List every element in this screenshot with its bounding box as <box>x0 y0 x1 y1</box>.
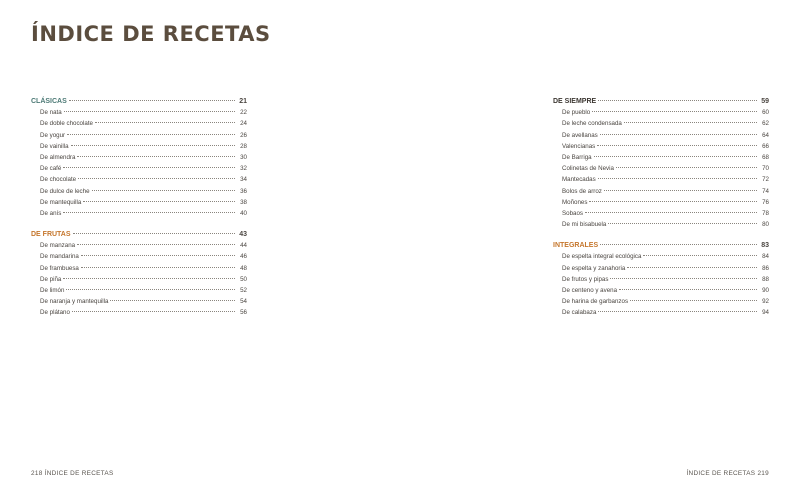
footer-left-page: 218 <box>31 470 43 477</box>
dot-leader <box>643 255 757 256</box>
dot-leader <box>63 212 235 213</box>
recipe-entry-page: 92 <box>762 298 769 306</box>
dot-leader <box>78 178 235 179</box>
recipe-entry-page: 62 <box>762 120 769 128</box>
page-title: ÍNDICE DE RECETAS <box>31 22 271 46</box>
recipe-entry-page: 60 <box>762 109 769 117</box>
recipe-entry <box>31 197 247 208</box>
recipe-entry-page: 56 <box>240 309 247 317</box>
recipe-entry-label: De avellanas <box>562 131 598 139</box>
index-section <box>553 240 769 318</box>
recipe-entry <box>553 163 769 174</box>
recipe-entry-page: 24 <box>240 120 247 128</box>
section-heading-label: INTEGRALES <box>553 242 599 250</box>
footer-right-page: 219 <box>757 470 769 477</box>
recipe-entry-label: De mantequilla <box>40 198 82 206</box>
recipe-entry <box>31 130 247 141</box>
section-heading-page: 21 <box>239 98 247 105</box>
dot-leader <box>71 145 235 146</box>
dot-leader <box>610 278 757 279</box>
index-section <box>31 96 247 219</box>
footer-right-label: ÍNDICE DE RECETAS <box>686 470 756 477</box>
recipe-entry <box>553 107 769 118</box>
recipe-entry <box>553 197 769 208</box>
recipe-entry <box>31 141 247 152</box>
dot-leader <box>630 300 757 301</box>
recipe-entry-label: De café <box>40 165 62 173</box>
dot-leader <box>624 122 757 123</box>
section-heading-page: 59 <box>761 98 769 105</box>
dot-leader <box>73 233 235 234</box>
index-column-right <box>553 96 769 329</box>
recipe-entry-label: De calabaza <box>562 309 597 317</box>
recipe-entry-page: 88 <box>762 275 769 283</box>
recipe-entry-page: 80 <box>762 221 769 229</box>
recipe-entry-label: De nata <box>40 109 62 117</box>
recipe-entry <box>31 174 247 185</box>
recipe-entry-label: Bolos de arroz <box>562 187 602 195</box>
recipe-entry-page: 22 <box>240 109 247 117</box>
recipe-entry <box>31 186 247 197</box>
recipe-entry-label: Valencianas <box>562 142 596 150</box>
recipe-entry-label: De dulce de leche <box>40 187 90 195</box>
recipe-entry-page: 64 <box>762 131 769 139</box>
dot-leader <box>604 190 757 191</box>
recipe-entry <box>553 130 769 141</box>
dot-leader <box>585 212 757 213</box>
dot-leader <box>72 311 235 312</box>
index-section <box>31 229 247 319</box>
recipe-entry-label: De frutos y pipas <box>562 275 609 283</box>
dot-leader <box>77 244 235 245</box>
recipe-entry-label: De anís <box>40 209 62 217</box>
recipe-entry-label: De naranja y mantequilla <box>40 298 109 306</box>
dot-leader <box>81 267 235 268</box>
dot-leader <box>83 201 235 202</box>
dot-leader <box>598 178 757 179</box>
dot-leader <box>597 145 757 146</box>
section-heading-label: DE SIEMPRE <box>553 98 597 105</box>
recipe-entry-page: 48 <box>240 264 247 272</box>
recipe-entry-page: 36 <box>240 187 247 195</box>
recipe-entry <box>31 274 247 285</box>
recipe-entry-page: 76 <box>762 198 769 206</box>
dot-leader <box>92 190 235 191</box>
recipe-entry-label: De leche condensada <box>562 120 622 128</box>
dot-leader <box>598 100 757 101</box>
dot-leader <box>616 167 757 168</box>
dot-leader <box>77 156 235 157</box>
recipe-entry-page: 50 <box>240 275 247 283</box>
dot-leader <box>64 111 235 112</box>
recipe-entry-page: 52 <box>240 287 247 294</box>
recipe-entry <box>553 285 769 296</box>
recipe-entry <box>553 186 769 197</box>
recipe-entry-label: De piña <box>40 275 62 283</box>
dot-leader <box>67 134 235 135</box>
section-heading <box>553 96 769 107</box>
recipe-entry-page: 70 <box>762 165 769 173</box>
recipe-entry <box>31 152 247 163</box>
dot-leader <box>608 223 757 224</box>
dot-leader <box>600 244 757 245</box>
footer-left <box>31 470 114 477</box>
recipe-entry <box>31 163 247 174</box>
section-heading <box>553 240 769 251</box>
recipe-entry-label: Moñones <box>562 198 588 206</box>
recipe-entry-label: De limón <box>40 287 65 294</box>
recipe-entry-label: Sobaos <box>562 209 583 217</box>
recipe-entry-label: De mi bisabuela <box>562 221 607 229</box>
dot-leader <box>81 255 235 256</box>
dot-leader <box>627 267 757 268</box>
recipe-entry-page: 74 <box>762 187 769 195</box>
section-heading-page: 83 <box>761 242 769 250</box>
recipe-entry-page: 94 <box>762 309 769 317</box>
recipe-entry-label: De yogur <box>40 131 66 139</box>
recipe-entry-label: De plátano <box>40 309 70 317</box>
recipe-entry <box>553 141 769 152</box>
recipe-entry-label: De vainilla <box>40 142 69 150</box>
recipe-entry-page: 28 <box>240 142 247 150</box>
dot-leader <box>63 167 235 168</box>
recipe-entry <box>31 251 247 262</box>
footer-left-label: ÍNDICE DE RECETAS <box>44 470 114 477</box>
recipe-entry-label: De almendra <box>40 153 76 161</box>
index-column-left <box>31 96 247 329</box>
recipe-entry-label: De harina de garbanzos <box>562 298 629 306</box>
recipe-entry <box>553 219 769 230</box>
recipe-entry-page: 38 <box>240 198 247 206</box>
recipe-entry-label: De Barriga <box>562 153 592 161</box>
dot-leader <box>594 156 757 157</box>
footer-right <box>686 470 769 477</box>
recipe-entry-label: De espelta y zanahoria <box>562 264 626 272</box>
recipe-entry <box>553 208 769 219</box>
recipe-entry-page: 68 <box>762 153 769 161</box>
dot-leader <box>619 289 757 290</box>
recipe-entry <box>553 296 769 307</box>
recipe-entry-page: 72 <box>762 176 769 184</box>
dot-leader <box>69 100 235 101</box>
recipe-entry <box>31 307 247 318</box>
recipe-entry-page: 44 <box>240 242 247 250</box>
section-heading <box>31 96 247 107</box>
recipe-entry-page: 26 <box>240 131 247 139</box>
recipe-entry-page: 40 <box>240 209 247 217</box>
recipe-entry <box>553 152 769 163</box>
index-section <box>553 96 769 230</box>
recipe-entry <box>31 118 247 129</box>
recipe-entry-label: De espelta integral ecológica <box>562 253 642 261</box>
recipe-entry <box>553 307 769 318</box>
recipe-entry <box>553 251 769 262</box>
recipe-entry-label: De frambuesa <box>40 264 79 272</box>
recipe-entry <box>31 263 247 274</box>
recipe-entry <box>31 285 247 296</box>
recipe-entry-page: 46 <box>240 253 247 261</box>
dot-leader <box>95 122 235 123</box>
recipe-entry-page: 78 <box>762 209 769 217</box>
recipe-entry <box>553 263 769 274</box>
recipe-entry-page: 32 <box>240 165 247 173</box>
dot-leader <box>589 201 757 202</box>
recipe-entry-page: 54 <box>240 298 247 306</box>
recipe-entry-label: Mantecadas <box>562 176 596 184</box>
recipe-entry <box>553 174 769 185</box>
recipe-entry <box>553 274 769 285</box>
recipe-entry-page: 66 <box>762 142 769 150</box>
recipe-entry-page: 84 <box>762 253 769 261</box>
recipe-entry-label: De mandarina <box>40 253 79 261</box>
dot-leader <box>598 311 757 312</box>
recipe-entry <box>31 240 247 251</box>
recipe-entry <box>31 107 247 118</box>
dot-leader <box>110 300 235 301</box>
dot-leader <box>63 278 235 279</box>
recipe-entry-label: De pueblo <box>562 109 591 117</box>
recipe-entry-label: De centeno y avena <box>562 287 618 294</box>
recipe-entry-label: De doble chocolate <box>40 120 93 128</box>
recipe-entry-page: 86 <box>762 264 769 272</box>
recipe-entry-page: 30 <box>240 153 247 161</box>
recipe-entry <box>553 118 769 129</box>
recipe-entry <box>31 208 247 219</box>
dot-leader <box>66 289 235 290</box>
section-heading-label: CLÁSICAS <box>31 98 67 105</box>
recipe-entry-page: 34 <box>240 176 247 184</box>
recipe-entry-label: De manzana <box>40 242 76 250</box>
section-heading <box>31 229 247 240</box>
dot-leader <box>600 134 757 135</box>
recipe-entry <box>31 296 247 307</box>
dot-leader <box>592 111 757 112</box>
recipe-entry-label: Colinetas de Nevia <box>562 165 614 173</box>
recipe-entry-label: De chocolate <box>40 176 77 184</box>
section-heading-page: 43 <box>239 231 247 239</box>
section-heading-label: DE FRUTAS <box>31 231 71 239</box>
recipe-entry-page: 90 <box>762 287 769 294</box>
